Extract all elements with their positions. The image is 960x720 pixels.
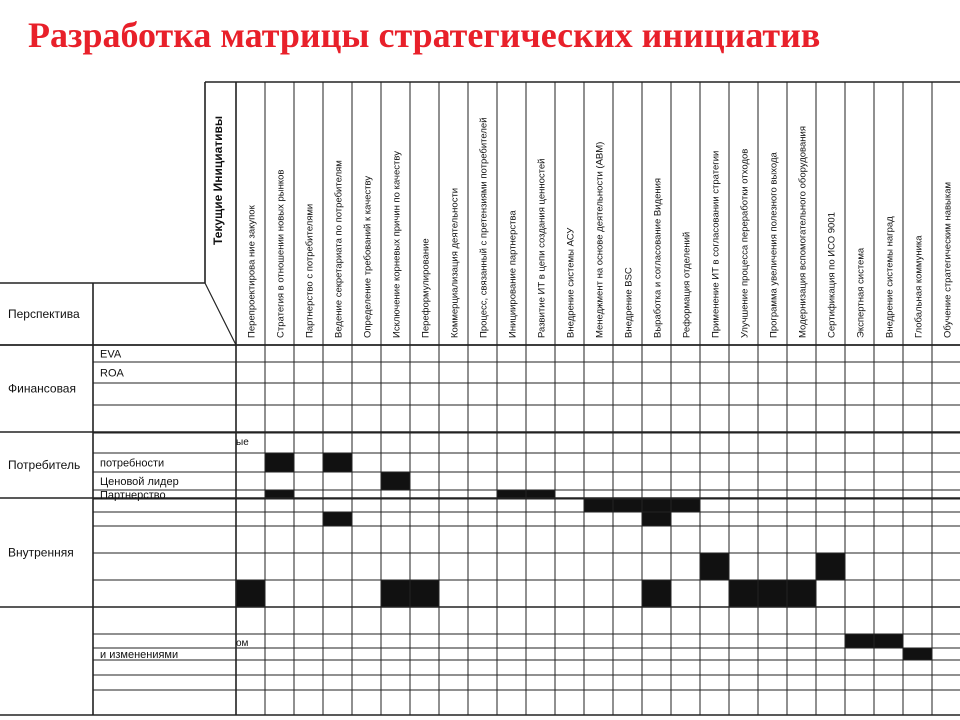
perspective-group-label: Потребитель [8,458,81,472]
initiative-label: Обучение стратегическим навыкам [942,181,954,338]
initiative-label: Определение требований к качеству [362,175,374,338]
perspective-group-label: Внутренняя [8,545,74,560]
filled-cell [845,634,874,648]
row-label: Ценовой лидер [100,476,179,488]
initiative-label: Внедрение BSC [623,267,635,338]
initiative-label: Глобальная коммуника [913,235,925,338]
initiative-label: Выработка и согласование Видения [652,177,664,338]
page-title: Разработка матрицы стратегических инициатив [28,15,821,55]
initiative-label: Экспертная система [855,247,867,338]
filled-cell [584,499,613,512]
filled-cell [410,580,439,607]
filled-cell [874,634,903,648]
filled-cell [642,499,671,512]
filled-cell [323,512,352,526]
initiative-label: Менеджмент на основе деятельности (АВМ) [594,141,606,338]
header-diagonal-line [205,283,236,345]
row-label: и изменениями [100,649,179,661]
initiative-label: Улучшение процесса переработки отходов [739,148,751,338]
initiative-label: Коммерциализация деятельности [449,187,461,338]
initiative-label: Перепроектирова ние закупок [246,205,258,338]
initiative-label: Сертификация по ИСО 9001 [826,212,838,338]
row-label: EVA [100,348,122,361]
row-label: ROA [100,367,124,380]
perspective-header: Перспектива [8,307,80,321]
filled-cell [787,580,816,607]
initiative-label: Инициирование партнерства [507,210,519,338]
filled-cell [816,553,845,580]
initiative-label: Стратегия в отношении новых рынков [275,169,287,338]
filled-cell [729,580,758,607]
initiative-label: Партнерство с потребителями [304,203,316,338]
header-label: Текущие Инициативы [211,115,225,245]
initiative-label: Внедрение системы наград [884,216,896,338]
row-label: потребности [100,457,165,470]
filled-cell [265,453,294,472]
initiative-label: Программа увеличения полезного выхода [768,152,780,338]
filled-cell [642,580,671,607]
filled-cell [758,580,787,607]
initiative-label: Применение ИТ в согласовании стратегии [710,150,722,338]
initiative-label: Процесс, связанный с претензиями потребителей [478,117,490,338]
filled-cell [671,499,700,512]
perspective-group-label: Финансовая [8,381,76,396]
matrix-labels [8,116,954,661]
initiative-label: Внедрение системы АСУ [565,227,577,338]
filled-cell [381,472,410,490]
initiative-label: Развитие ИТ в цепи создания ценностей [536,158,548,338]
initiative-label: Исключение корневых причин по качеству [391,151,403,338]
initiative-label: Переформулирование [420,238,432,338]
initiative-label: Ведение секретариата по потребителям [333,160,345,338]
filled-cell [613,499,642,512]
row-label: Партнерство [100,489,166,502]
row-label-fragment: ом [236,638,249,649]
initiative-label: Модернизация вспомогательного оборудования [797,126,809,338]
initiative-label: Реформация отделений [681,231,693,338]
filled-cell [903,648,932,660]
filled-cell [323,453,352,472]
filled-cell [236,580,265,607]
row-label-fragment: ые [236,437,249,448]
filled-cell [642,512,671,526]
filled-cell [381,580,410,607]
filled-cell [700,553,729,580]
